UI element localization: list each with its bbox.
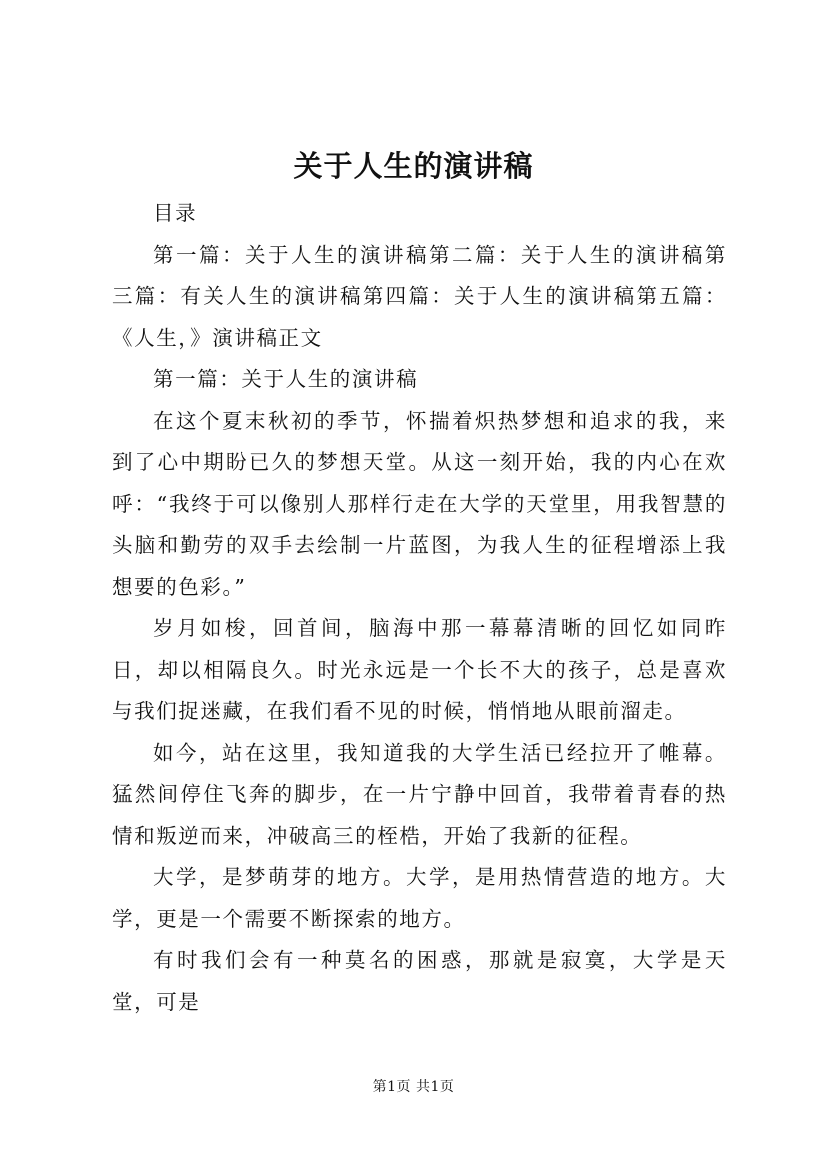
toc-entries: 第一篇：关于人生的演讲稿第二篇：关于人生的演讲稿第三篇：有关人生的演讲稿第四篇：关于人生的演讲稿第五篇：《人生，》演讲稿正文 — [112, 242, 727, 350]
body-paragraph: 在这个夏末秋初的季节，怀揣着炽热梦想和追求的我，来到了心中期盼已久的梦想天堂。从这一刻开始，我的内心在欢呼：“我终于可以像别人那样行走在大学的天堂里，用我智慧的头脑和勤劳的双手去绘制一片蓝图，为我人生的征程增添上我想要的色彩。” — [112, 408, 727, 599]
body-paragraph: 如今，站在这里，我知道我的大学生活已经拉开了帷幕。猛然间停住飞奔的脚步，在一片宁静中回首，我带着青春的热情和叛逆而来，冲破高三的桎梏，开始了我新的征程。 — [112, 740, 727, 848]
body-paragraph: 大学，是梦萌芽的地方。大学，是用热情营造的地方。大学，更是一个需要不断探索的地方。 — [112, 865, 727, 931]
section-heading: 第一篇：关于人生的演讲稿 — [153, 367, 419, 391]
toc-heading: 目录 — [153, 201, 198, 225]
document-title: 关于人生的演讲稿 — [293, 149, 534, 183]
page-footer: 第1页 共1页 — [372, 1079, 455, 1095]
body-paragraph: 岁月如梭，回首间，脑海中那一幕幕清晰的回忆如同昨日，却以相隔良久。时光永远是一个长不大的孩子，总是喜欢与我们捉迷藏，在我们看不见的时候，悄悄地从眼前溜走。 — [112, 616, 727, 723]
document-body — [112, 193, 727, 1023]
body-paragraph: 有时我们会有一种莫名的困惑，那就是寂寞，大学是天堂，可是 — [112, 948, 727, 1014]
